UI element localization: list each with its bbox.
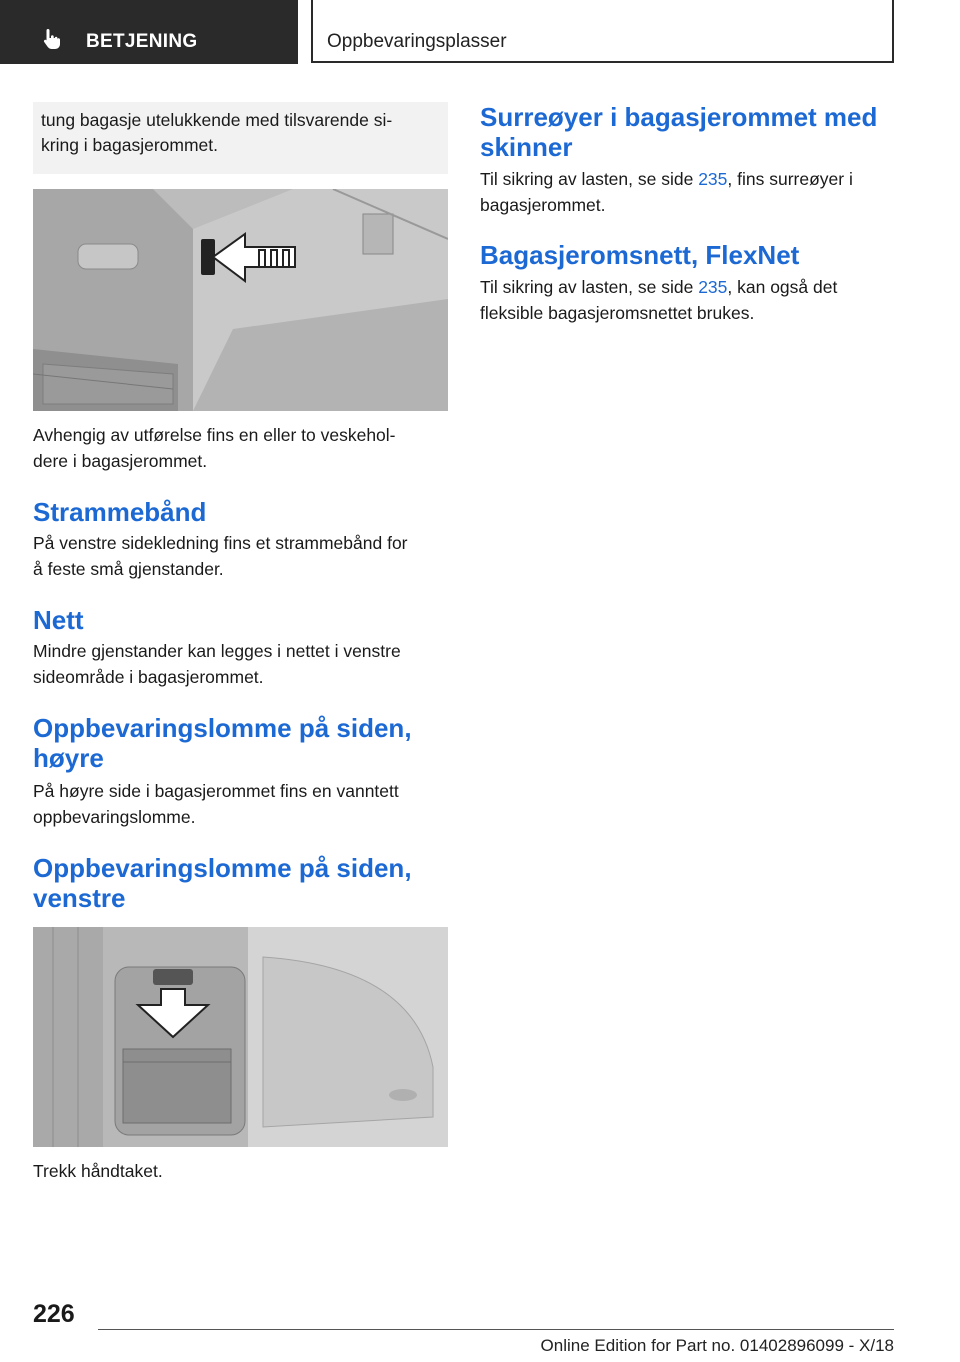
text-span: Til sikring av lasten, se side — [480, 169, 699, 189]
paragraph-line: Mindre gjenstander kan legges i nettet i venstre — [33, 641, 401, 661]
paragraph-line: På høyre side i bagasjerommet fins en vanntett — [33, 781, 399, 801]
text-span: Til sikring av lasten, se side — [480, 277, 699, 297]
page-link[interactable]: 235 — [698, 277, 728, 297]
bag-holder-figure — [33, 189, 448, 411]
page-link[interactable]: 235 — [698, 169, 728, 189]
footer-divider — [98, 1329, 894, 1330]
page-number: 226 — [33, 1300, 75, 1328]
heading-strap: Strammebånd — [33, 497, 207, 527]
hand-pointer-icon — [40, 27, 64, 51]
header-section-tab — [0, 0, 298, 64]
heading-line: venstre — [33, 883, 126, 913]
paragraph-line — [480, 167, 895, 193]
left-pocket-figure — [33, 927, 448, 1147]
heading-line: Oppbevaringslomme på siden, — [33, 713, 412, 743]
heading-left-pocket — [33, 853, 448, 913]
note-box — [33, 102, 448, 174]
heading-right-pocket — [33, 713, 448, 773]
paragraph-line: bagasjerommet. — [480, 194, 606, 215]
header-title-box — [311, 0, 894, 63]
right-column — [480, 102, 895, 326]
note-line: kring i bagasjerommet. — [41, 135, 219, 155]
heading-line: Oppbevaringslomme på siden, — [33, 853, 412, 883]
paragraph-line — [480, 275, 895, 301]
heading-lashing-eyes — [480, 102, 895, 162]
heading-line: Surreøyer i bagasjerommet med — [480, 102, 878, 132]
paragraph-line: å feste små gjenstander. — [33, 558, 224, 579]
footer-edition: Online Edition for Part no. 01402896099 - X/18 — [540, 1336, 894, 1355]
left-column — [33, 102, 448, 1185]
heading-net: Nett — [33, 605, 84, 635]
text-span: , kan også det — [727, 277, 838, 297]
heading-line: høyre — [33, 743, 104, 773]
paragraph-line: sideområde i bagasjerommet. — [33, 666, 264, 687]
heading-line: skinner — [480, 132, 573, 162]
header-section-label: BETJENING — [86, 31, 198, 52]
paragraph-line: fleksible bagasjeromsnettet brukes. — [480, 302, 755, 323]
caption-line: dere i bagasjerommet. — [33, 450, 208, 471]
paragraph-line: oppbevaringslomme. — [33, 806, 196, 827]
header-title: Oppbevaringsplasser — [327, 31, 507, 52]
caption-line: Avhengig av utførelse fins en eller to veskehol- — [33, 425, 396, 445]
note-line: tung bagasje utelukkende med tilsvarende si- — [41, 110, 393, 130]
caption-pull-handle: Trekk håndtaket. — [33, 1161, 163, 1181]
heading-flexnet: Bagasjeromsnett, FlexNet — [480, 240, 800, 270]
paragraph-line: På venstre sidekledning fins et strammebånd for — [33, 533, 408, 553]
text-span: , fins surreøyer i — [727, 169, 853, 189]
